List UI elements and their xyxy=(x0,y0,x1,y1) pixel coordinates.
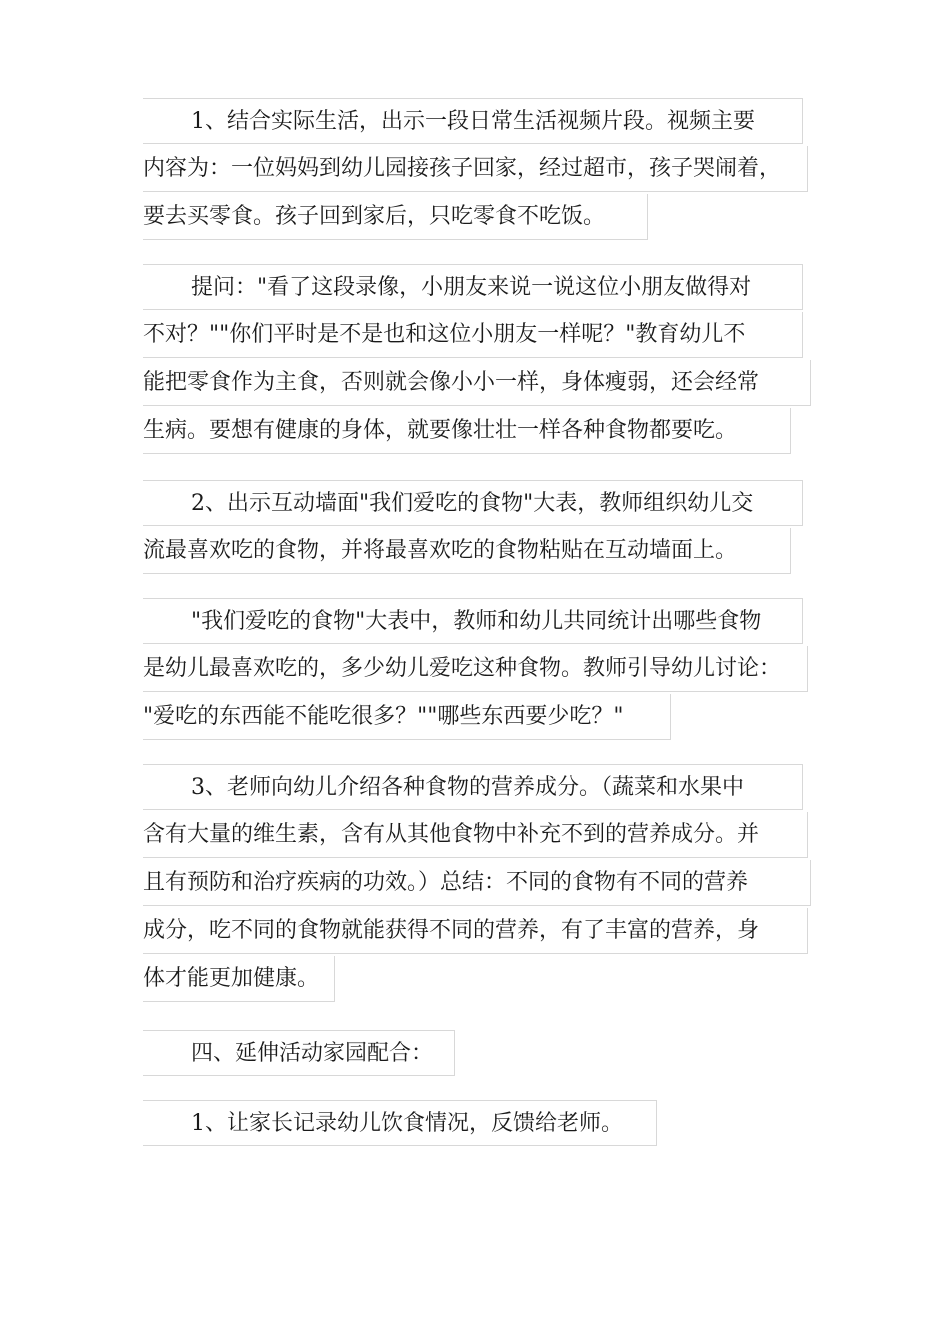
text-line: 2、出示互动墙面"我们爱吃的食物"大表，教师组织幼儿交 xyxy=(143,480,803,526)
text-line: 提问："看了这段录像，小朋友来说一说这位小朋友做得对 xyxy=(143,264,803,310)
text-line: 体才能更加健康。 xyxy=(143,956,335,1002)
text-line: 1、结合实际生活，出示一段日常生活视频片段。视频主要 xyxy=(143,98,803,144)
text-line: 生病。要想有健康的身体，就要像壮壮一样各种食物都要吃。 xyxy=(143,408,791,454)
section-heading: 四、延伸活动家园配合： xyxy=(143,1030,455,1076)
text-line: 是幼儿最喜欢吃的，多少幼儿爱吃这种食物。教师引导幼儿讨论： xyxy=(143,646,808,692)
text-line: 能把零食作为主食，否则就会像小小一样，身体瘦弱，还会经常 xyxy=(143,360,811,406)
text-line: 要去买零食。孩子回到家后，只吃零食不吃饭。 xyxy=(143,194,648,240)
text-line: "爱吃的东西能不能吃很多？""哪些东西要少吃？" xyxy=(143,694,671,740)
text-line: 成分，吃不同的食物就能获得不同的营养，有了丰富的营养，身 xyxy=(143,908,808,954)
text-line: 且有预防和治疗疾病的功效。）总结：不同的食物有不同的营养 xyxy=(143,860,811,906)
text-line: 1、让家长记录幼儿饮食情况，反馈给老师。 xyxy=(143,1100,657,1146)
text-line: 内容为：一位妈妈到幼儿园接孩子回家，经过超市，孩子哭闹着， xyxy=(143,146,808,192)
text-line: 不对？""你们平时是不是也和这位小朋友一样呢？"教育幼儿不 xyxy=(143,312,803,358)
text-line: "我们爱吃的食物"大表中，教师和幼儿共同统计出哪些食物 xyxy=(143,598,803,644)
text-line: 含有大量的维生素，含有从其他食物中补充不到的营养成分。并 xyxy=(143,812,808,858)
text-line: 流最喜欢吃的食物，并将最喜欢吃的食物粘贴在互动墙面上。 xyxy=(143,528,791,574)
text-line: 3、老师向幼儿介绍各种食物的营养成分。（蔬菜和水果中 xyxy=(143,764,803,810)
